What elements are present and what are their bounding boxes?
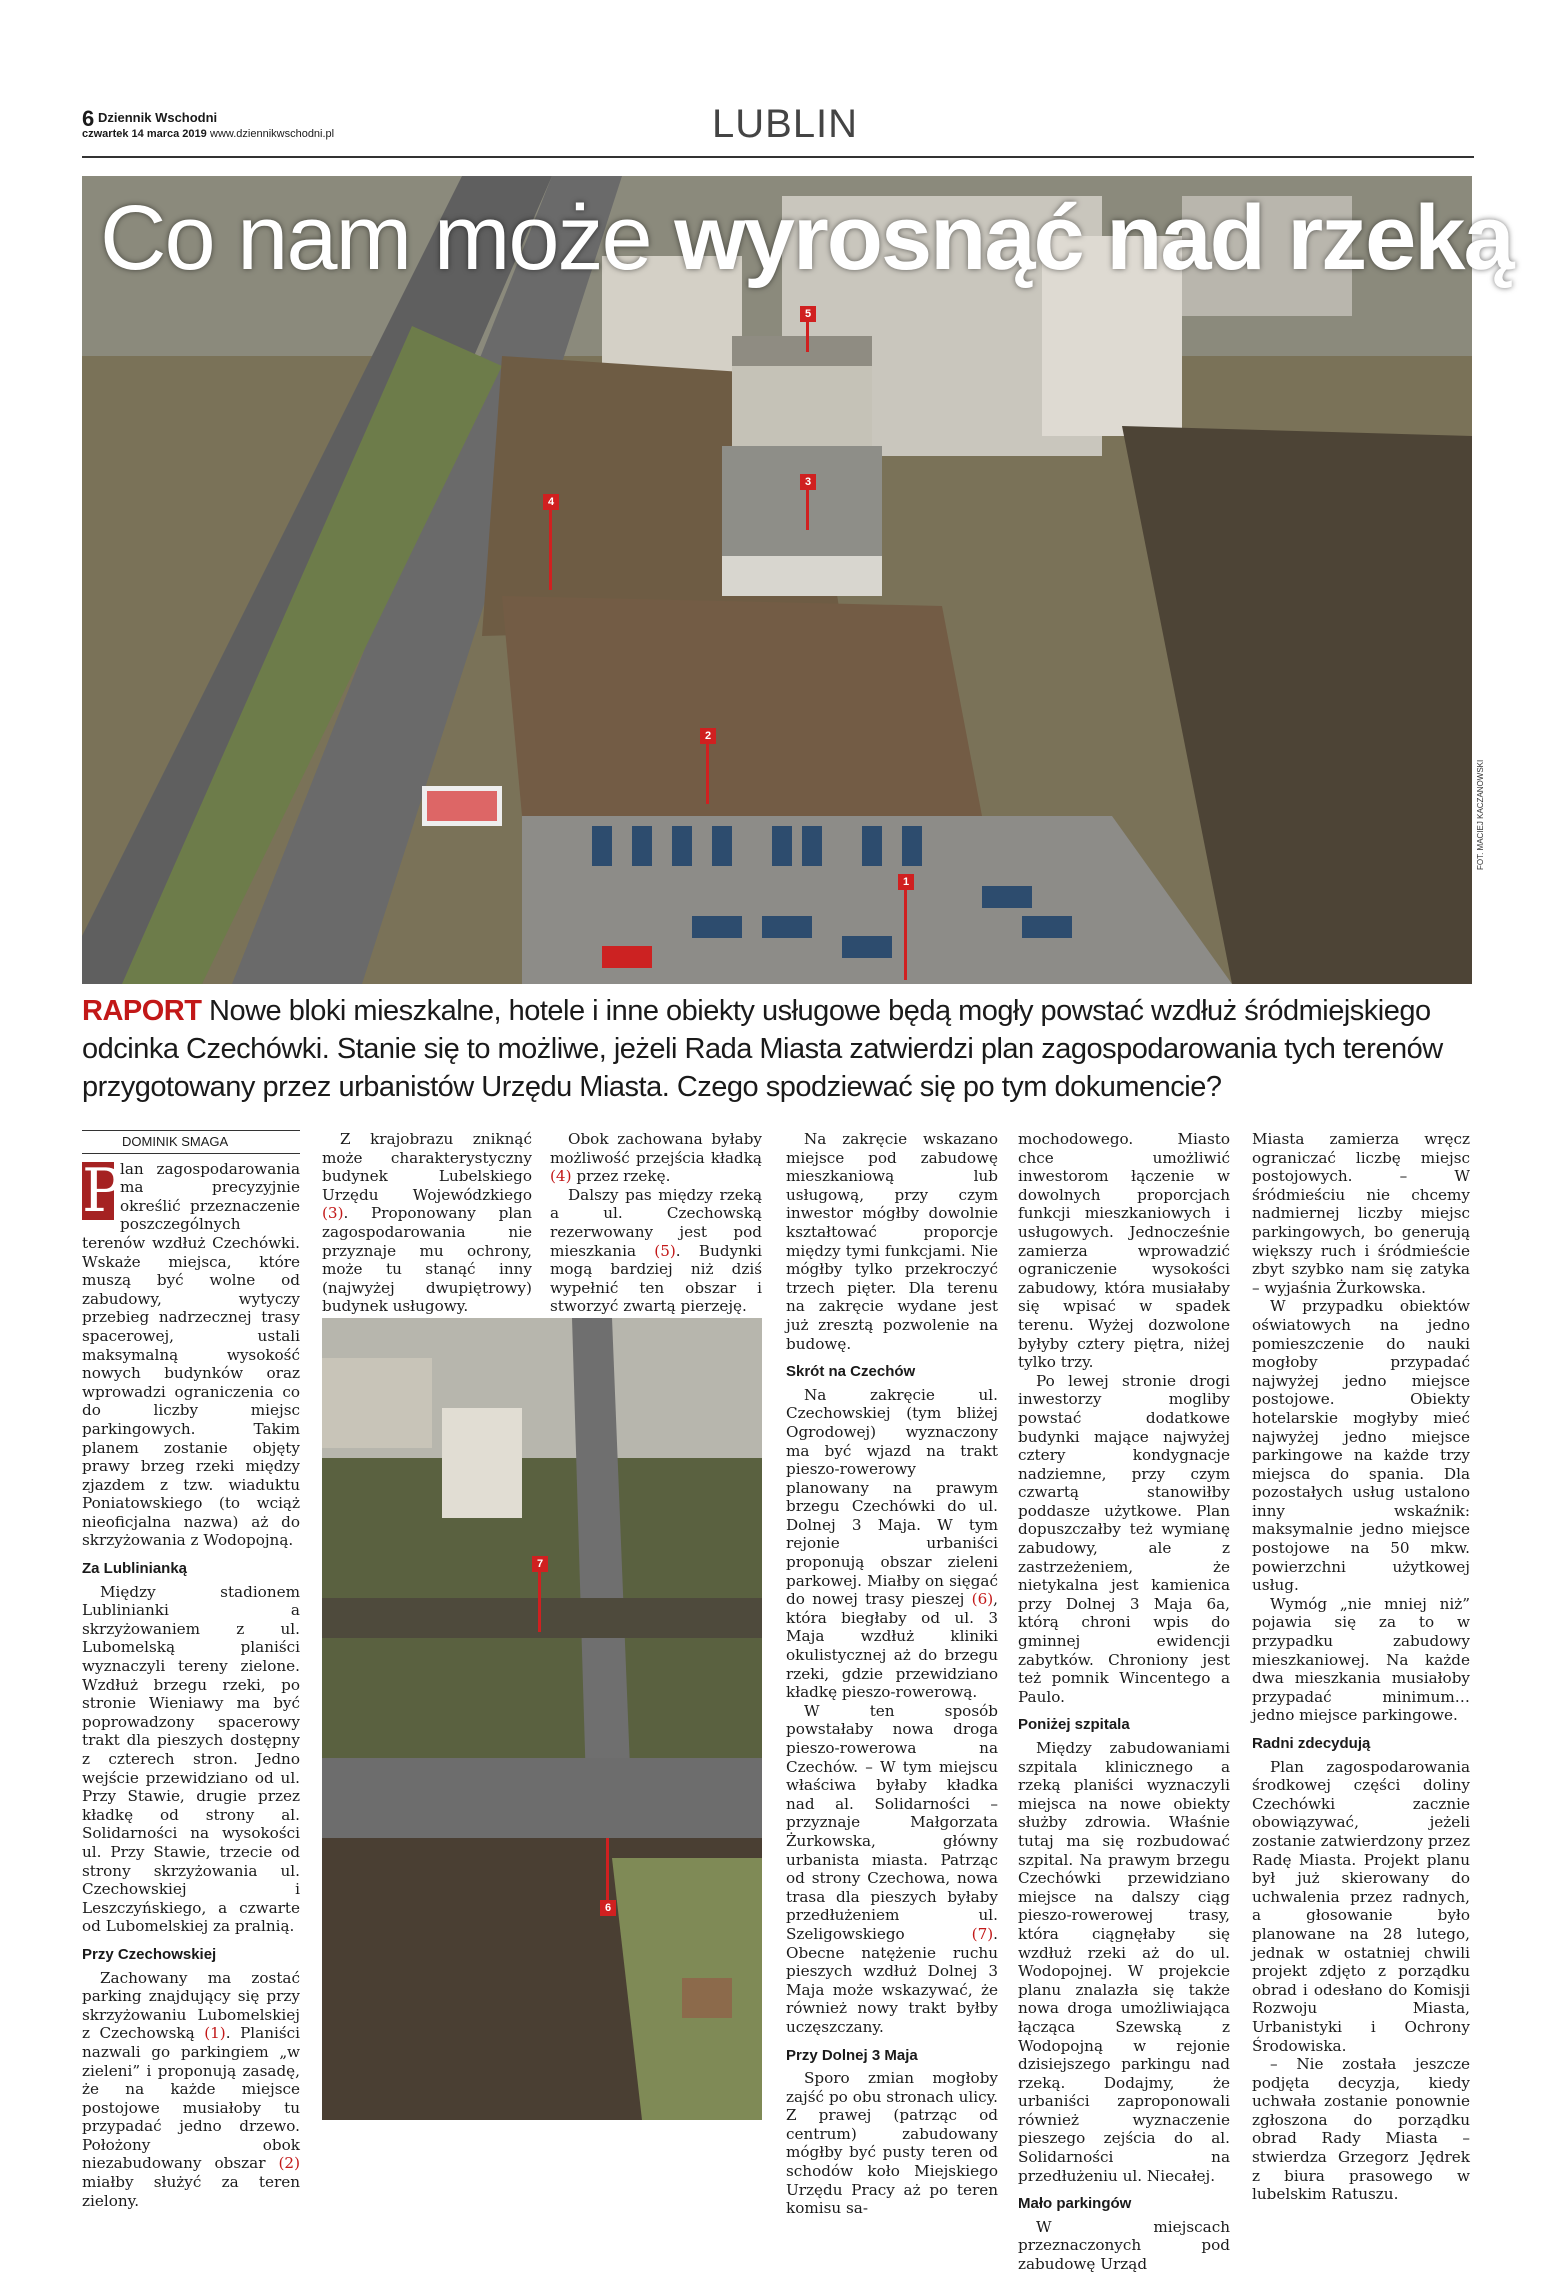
marker-1-line bbox=[904, 890, 907, 980]
paragraph: W ten sposób powstałaby nowa droga pieszo-rowerowa na Czechów. – W tym miejscu właściwa byłaby kładka nad al. Solidarności – przyznaje Małgorzata Żurkowska, główny urbanista miasta. Patrząc od strony Czechowa, nowa trasa dla pieszych byłaby przedłużeniem ul. Szeligowskiego (7). Obecne natężenie ruchu pieszych wzdłuż Dolnej 3 Maja może wskazywać, że również nowy trakt byłby uczęszczany. bbox=[786, 1701, 998, 2036]
paragraph: Plan zagospodarowania środkowej części doliny Czechówki zacznie obowiązywać, jeżeli zostanie zatwierdzony przez Radę Miasta. Projekt planu był już skierowany do uchwalenia przez radnych, a głosowanie było planowane na 28 lutego, jednak w ostatniej chwili projekt zdjęto z porządku obrad i odesłano do Komisji Rozwoju Miasta, Urbanistyki i Ochrony Środowiska. bbox=[1252, 1757, 1470, 2055]
page-number: 6 bbox=[82, 106, 95, 131]
marker-6-line bbox=[606, 1838, 609, 1900]
paragraph: Z krajobrazu zniknąć może charakterystyczny budynek Lubelskiego Urzędu Wojewódzkiego (3). Proponowany plan zagospodarowania nie przyznaje mu ochrony, może tu stanąć inny (najwyżej dwupiętrowy) budynek usługowy. bbox=[322, 1130, 532, 1316]
lead-text: Nowe bloki mieszkalne, hotele i inne obiekty usługowe będą mogły powstać wzdłuż śródmiejskiego odcinka Czechówki. Stanie się to możliwe, jeżeli Rada Miasta zatwierdzi plan zagospodarowania tych terenów przygotowany przez urbanistów Urzędu Miasta. Czego spodziewać się po tym dokumencie? bbox=[82, 995, 1443, 1103]
paragraph: Na zakręcie wskazano miejsce pod zabudowę mieszkaniową lub usługową, przy czym inwestor mógłby dowolnie kształtować proporcje między tymi funkcjami. Nie mógłby tylko przekroczyć trzech pięter. Dla terenu na zakręcie wydane jest już zresztą pozwolenie na budowę. bbox=[786, 1130, 998, 1353]
paper-name: Dziennik Wschodni bbox=[98, 110, 218, 125]
aerial-photo-illustration bbox=[82, 176, 1472, 984]
marker-3-line bbox=[806, 490, 809, 530]
subheading: Radni zdecydują bbox=[1252, 1735, 1371, 1752]
paragraph: P lan zagospodarowania ma precyzyjnie określić przeznaczenie poszczególnych terenów wzdłuż Czechówki. Wskaże miejsca, które muszą być wolne od zabudowy, wytyczy przebieg nadrzecznej trasy spacerowej, ustali maksymalną wysokość nowych budynków oraz wprowadzi ograniczenia co do liczby miejsc parkingowych. Takim planem zostanie objęty prawy brzeg rzeki między zjazdem z tzw. wiaduktu Poniatowskiego (to wciąż nieoficjalna nazwa) aż do skrzyżowania z Wodopojną. bbox=[82, 1155, 300, 1550]
map-ref: (6) bbox=[971, 1590, 994, 1609]
paragraph: Wymóg „nie mniej niż” pojawia się za to w przypadku zabudowy mieszkaniowej. Na każde dwa mieszkania musiałoby przypadać minimum… jedno miejsce parkingowe. bbox=[1252, 1594, 1470, 1725]
site-url[interactable]: www.dziennikwschodni.pl bbox=[210, 128, 335, 140]
aerial-photo bbox=[82, 176, 1472, 984]
article-column-4 bbox=[786, 1130, 998, 2218]
paragraph: Sporo zmian mogłoby zajść po obu stronach ulicy. Z prawej (patrząc od centrum) zabudowany mógłby być pusty teren od schodów koło Miejskiego Urzędu Pracy aż po teren komisu sa- bbox=[786, 2069, 998, 2218]
headline-light: Co nam może bbox=[100, 187, 651, 289]
headline-bold: wyrosnąć nad rzeką bbox=[674, 187, 1513, 289]
aerial-photo-2-illustration bbox=[322, 1318, 762, 2120]
paragraph: Na zakręcie ul. Czechowskiej (tym bliżej Ogrodowej) wyznaczony ma być wjazd na trakt pieszo-rowerowy planowany na prawym brzegu Czechówki do ul. Dolnej 3 Maja. W tym rejonie urbaniści proponują obszar zieleni parkowej. Miałby on sięgać do nowej trasy pieszej (6), która biegłaby od ul. 3 Maja wzdłuż kliniki okulistycznej aż do brzegu rzeki, gdzie przewidziano kładkę pieszo-rowerową. bbox=[786, 1385, 998, 1702]
paragraph: mochodowego. Miasto chce umożliwić inwestorom łączenie w dowolnych proporcjach funkcji mieszkaniowych i usługowych. Jednocześnie zamierza wprowadzić ograniczenie wysokości zabudowy, która musiałaby się wpisać w spadek terenu. Wyżej dozwolone byłyby cztery piętra, niżej tylko trzy. bbox=[1018, 1130, 1230, 1372]
map-ref: (2) bbox=[278, 2154, 300, 2173]
map-ref: (5) bbox=[654, 1241, 676, 1260]
subheading: Za Lublinianką bbox=[82, 1560, 188, 1578]
paragraph: Dalszy pas między rzeką a ul. Czechowską rezerwowany jest pod mieszkania (5). Budynki mogą bardziej niż dziś wypełnić ten obszar i stworzyć zwartą pierzeję. bbox=[550, 1185, 762, 1316]
marker-4-line bbox=[549, 510, 552, 590]
paragraph: W przypadku obiektów oświatowych na jedno pomieszczenie do nauki mogłoby przypadać najwyżej jedno miejsce postojowe. Obiekty hotelarskie mogłyby mieć najwyżej jedno miejsce parkingowe na każde trzy miejsca do spania. Dla pozostałych usług ustalono inny wskaźnik: maksymalnie jedno miejsce postojowe na 50 mkw. powierzchni użytkowej usług. bbox=[1252, 1297, 1470, 1595]
subheading: Mało parkingów bbox=[1018, 2195, 1132, 2213]
marker-2-line bbox=[706, 744, 709, 804]
article-column-1 bbox=[82, 1130, 300, 2210]
map-ref: (7) bbox=[971, 1924, 994, 1943]
subheading: Przy Dolnej 3 Maja bbox=[786, 2046, 918, 2064]
paragraph: Po lewej stronie drogi inwestorzy mogliby powstać dodatkowe budynki mające najwyżej cztery kondygnacje nadziemne, przy czym czwartą stanowiłby poddasze użytkowe. Plan dopuszczałby też wymianę zabudowy, ale z zastrzeżeniem, że nietykalna jest kamienica przy Dolnej 3 Maja 6a, którą chroni wpis do gminnej ewidencji zabytków. Chroniony jest też pomnik Wincentego a Paulo. bbox=[1018, 1371, 1230, 1706]
article-column-6 bbox=[1252, 1130, 1470, 2204]
article-column-5 bbox=[1018, 1130, 1230, 2274]
dropcap: P bbox=[82, 1155, 123, 1226]
article-column-2 bbox=[322, 1130, 532, 1316]
photo-credit: FOT. MACIEJ KACZANOWSKI bbox=[1476, 759, 1485, 870]
paragraph: W miejscach przeznaczonych pod zabudowę Urząd bbox=[1018, 2217, 1230, 2274]
marker-7: 7 bbox=[532, 1556, 548, 1572]
article-lead bbox=[82, 992, 1472, 1106]
marker-2: 2 bbox=[700, 728, 716, 744]
marker-5-line bbox=[806, 322, 809, 352]
issue-date: czwartek 14 marca 2019 bbox=[82, 128, 207, 140]
subheading: Poniżej szpitala bbox=[1018, 1716, 1130, 1734]
marker-5: 5 bbox=[800, 306, 816, 322]
page-header bbox=[82, 102, 1474, 158]
paragraph: – Nie została jeszcze podjęta decyzja, kiedy uchwała zostanie ponownie zgłoszona do porządku obrad Rady Miasta – stwierdza Grzegorz Jędrek z biura prasowego w lubelskim Ratuszu. bbox=[1252, 2055, 1470, 2204]
paragraph: Obok zachowana byłaby możliwość przejścia kładką (4) przez rzekę. bbox=[550, 1130, 762, 1186]
headline bbox=[100, 186, 1513, 291]
marker-3: 3 bbox=[800, 474, 816, 490]
map-ref: (3) bbox=[322, 1204, 344, 1223]
paragraph: Miasta zamierza wręcz ograniczać liczbę miejsc postojowych. – W śródmieściu nie chcemy nadmiernej liczby miejsc parkingowych, bo generują większy ruch i śródmieście zbyt szybko nam się zatyka – wyjaśnia Żurkowska. bbox=[1252, 1130, 1470, 1297]
marker-6: 6 bbox=[600, 1900, 616, 1916]
subheading: Skrót na Czechów bbox=[786, 1363, 916, 1381]
paragraph: Zachowany ma zostać parking znajdujący się przy skrzyżowaniu Lubomelskiej z Czechowską (1). Planiści nazwali go parkingiem „w zieleni” i proponują zasadę, że na każde miejsce postojowe musiałoby tu przypadać jedno drzewo. Położony obok niezabudowany obszar (2) miałby służyć za teren zielony. bbox=[82, 1968, 300, 2210]
map-ref: (1) bbox=[204, 2024, 226, 2043]
section-title: LUBLIN bbox=[712, 102, 859, 146]
article-column-3 bbox=[550, 1130, 762, 1316]
marker-4: 4 bbox=[543, 494, 559, 510]
marker-7-line bbox=[538, 1572, 541, 1632]
map-ref: (4) bbox=[550, 1167, 572, 1186]
paragraph: Między stadionem Lublinianki a skrzyżowaniem z ul. Lubomelską planiści wyznaczyli tereny zielone. Wzdłuż brzegu rzeki, po stronie Wieniawy ma być poprowadzony spacerowy trakt dla pieszych dostępny z czterech stron. Jedno wejście przewidziano od ul. Przy Stawie, drugie przez kładkę od strony al. Solidarności na wysokości ul. Przy Stawie, trzecie od strony skrzyżowania ul. Czechowskiej i Leszczyńskiego, a czwarte od Lubomelskiej za pralnią. bbox=[82, 1582, 300, 1936]
aerial-photo-2 bbox=[322, 1318, 762, 2120]
paragraph: Między zabudowaniami szpitala klinicznego a rzeką planiści wyznaczyli miejsca na nowe obiekty służby zdrowia. Właśnie tutaj ma się rozbudować szpital. Na prawym brzegu Czechówki przewidziano miejsce na dalszy ciąg pieszo-rowerowej trasy, która ciągnęłaby się wzdłuż rzeki aż do ul. Wodopojnej. W projekcie planu znalazła się także nowa droga umożliwiająca łącząca Szewską z Wodopojną w rejonie dzisiejszego parkingu nad rzeką. Dodajmy, że urbaniści zaproponowali również wyznaczenie pieszego zejścia do al. Solidarności na przedłużeniu ul. Niecałej. bbox=[1018, 1739, 1230, 2185]
marker-1: 1 bbox=[898, 874, 914, 890]
subheading: Przy Czechowskiej bbox=[82, 1945, 217, 1963]
author-byline: DOMINIK SMAGA bbox=[82, 1130, 300, 1154]
lead-tag: RAPORT bbox=[82, 995, 202, 1027]
